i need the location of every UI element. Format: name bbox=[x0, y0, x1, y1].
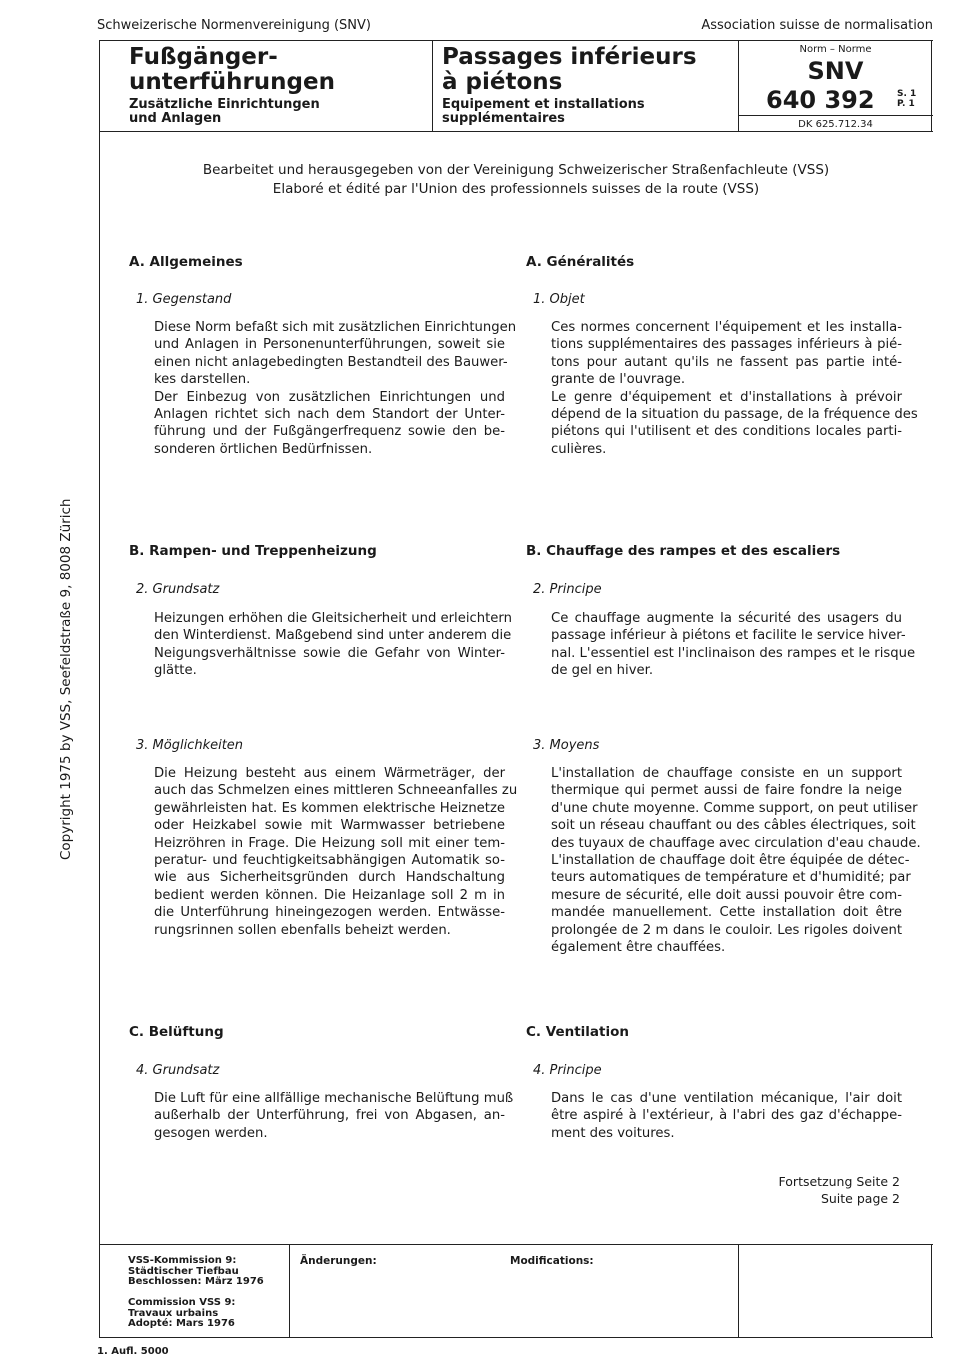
text-line: die Unterführung hineingezogen werden. Entwässe- bbox=[154, 905, 505, 921]
text-line: piétons qui l'utilisent et des conditions locales parti- bbox=[551, 424, 902, 440]
text-line: Diese Norm befaßt sich mit zusätzlichen Einrichtungen bbox=[154, 320, 517, 335]
vss-fr-line-3: Adopté: Mars 1976 bbox=[128, 1318, 235, 1329]
copyright-text: Copyright 1975 by VSS, Seefeldstraße 9, 8008 Zürich bbox=[58, 498, 74, 860]
norm-number: 640 392 bbox=[766, 86, 875, 114]
text-line: grante de l'ouvrage. bbox=[551, 372, 686, 388]
publisher-de: Bearbeitet und herausgegeben von der Vereinigung Schweizerischer Straßenfachleute (VSS) bbox=[202, 162, 830, 178]
org-name-de: Schweizerische Normenvereinigung (SNV) bbox=[97, 18, 371, 33]
title-de-line-2: unterführungen bbox=[129, 69, 335, 95]
subtitle-fr-line-2: supplémentaires bbox=[442, 111, 565, 126]
text-line: außerhalb der Unterführung, frei von Abgasen, an- bbox=[154, 1108, 505, 1124]
vss-commission-de bbox=[128, 1256, 264, 1288]
text-line: kes darstellen. bbox=[154, 372, 251, 388]
page-marker-s: S. 1 bbox=[897, 89, 917, 99]
subsection-3-de: 3. Möglichkeiten bbox=[136, 738, 244, 753]
dk-rule bbox=[738, 115, 933, 116]
frame-left-rule bbox=[99, 40, 100, 1337]
subtitle-fr-line-1: Equipement et installations bbox=[442, 97, 645, 112]
title-fr bbox=[442, 45, 697, 126]
vss-de-line-2: Städtischer Tiefbau bbox=[128, 1265, 239, 1277]
text-line: Die Heizung besteht aus einem Wärmeträger, der bbox=[154, 766, 505, 781]
text-line: einen nicht anlagebedingten Bestandteil des Bauwer- bbox=[154, 354, 508, 370]
snv-label: SNV bbox=[807, 57, 864, 85]
text-line: sonderen örtlichen Bedürfnissen. bbox=[154, 441, 373, 457]
text-line: Dans le cas d'une ventilation mécanique, l'air doit bbox=[551, 1091, 902, 1106]
section-b-de: B. Rampen- und Treppenheizung bbox=[129, 543, 377, 559]
text-line: également être chauffées. bbox=[551, 940, 726, 956]
text-line: thermique qui permet aussi de faire fondre la neige bbox=[551, 783, 902, 799]
subtitle-de-line-1: Zusätzliche Einrichtungen bbox=[129, 97, 320, 112]
changes-label-de: Änderungen: bbox=[300, 1255, 377, 1267]
header-bottom-rule bbox=[99, 131, 933, 132]
text-line: peratur- und feuchtigkeitsabhängigen Automatik so- bbox=[154, 853, 505, 869]
org-name-fr: Association suisse de normalisation bbox=[701, 18, 933, 33]
text-line: L'installation de chauffage consiste en un support bbox=[551, 766, 902, 781]
text-line: rungsrinnen sollen ebenfalls beheizt werden. bbox=[154, 922, 451, 938]
paragraph-3-fr bbox=[551, 765, 921, 956]
vss-de-line-3: Beschlossen: März 1976 bbox=[128, 1276, 264, 1287]
changes-label-fr: Modifications: bbox=[510, 1255, 594, 1267]
text-line: culières. bbox=[551, 441, 607, 457]
text-line: ment des voitures. bbox=[551, 1125, 675, 1141]
text-line: glätte. bbox=[154, 663, 197, 679]
text-line: nal. L'essentiel est l'inclinaison des rampes et le risque bbox=[551, 645, 916, 661]
subsection-2-fr: 2. Principe bbox=[533, 582, 602, 597]
text-line: Neigungsverhältnisse sowie die Gefahr von Winter- bbox=[154, 645, 505, 661]
text-line: wie aus Sicherheitsgründen durch Handschaltung bbox=[154, 870, 505, 886]
publisher-fr: Elaboré et édité par l'Union des professionnels suisses de la route (VSS) bbox=[272, 181, 760, 197]
paragraph-3-de bbox=[154, 765, 518, 939]
vss-fr-line-2: Travaux urbains bbox=[128, 1307, 219, 1319]
text-line: tons pour autant qu'ils ne fassent pas partie inté- bbox=[551, 354, 902, 370]
footer-top-rule bbox=[99, 1244, 933, 1245]
header-top-rule bbox=[99, 40, 933, 41]
text-line: d'une chute moyenne. Comme support, on peut utiliser bbox=[551, 800, 918, 816]
subsection-1-de: 1. Gegenstand bbox=[136, 292, 232, 307]
text-line: gewährleisten hat. Es kommen elektrische Heiznetze bbox=[154, 800, 505, 816]
subsection-3-fr: 3. Moyens bbox=[533, 738, 600, 753]
page-marker bbox=[897, 89, 916, 109]
vss-de-line-1: VSS-Kommission 9: bbox=[128, 1255, 237, 1266]
text-line: être aspiré à l'extérieur, à l'abri des gaz d'échappe- bbox=[551, 1108, 902, 1124]
continuation-note bbox=[779, 1173, 900, 1207]
subtitle-de-line-2: und Anlagen bbox=[129, 111, 222, 126]
title-fr-line-2: à piétons bbox=[442, 69, 563, 95]
norm-label: Norm – Norme bbox=[799, 44, 872, 55]
continuation-de: Fortsetzung Seite 2 bbox=[778, 1174, 900, 1189]
section-a-fr: A. Généralités bbox=[526, 254, 635, 270]
paragraph-1-fr bbox=[551, 319, 918, 458]
section-a-de: A. Allgemeines bbox=[129, 254, 243, 270]
text-line: oder Heizkabel sowie mit Warmwasser betriebene bbox=[154, 818, 505, 834]
text-line: dépend de la situation du passage, de la fréquence des bbox=[551, 407, 918, 423]
footer-divider-2 bbox=[738, 1244, 739, 1337]
section-b-fr: B. Chauffage des rampes et des escaliers bbox=[526, 543, 841, 559]
text-line: L'installation de chauffage doit être équipée de détec- bbox=[551, 853, 910, 869]
subsection-1-fr: 1. Objet bbox=[533, 292, 585, 307]
text-line: bedient werden können. Die Heizanlage soll 2 m in bbox=[154, 887, 505, 903]
dk-number: DK 625.712.34 bbox=[798, 119, 873, 130]
paragraph-4-fr bbox=[551, 1090, 902, 1142]
title-fr-line-1: Passages inférieurs bbox=[442, 44, 697, 70]
frame-bottom-rule bbox=[99, 1337, 933, 1338]
text-line: teurs automatiques de température et d'humidité; par bbox=[551, 870, 911, 886]
text-line: Anlagen richtet sich nach dem Standort der Unter- bbox=[154, 407, 505, 423]
vss-commission-fr bbox=[128, 1298, 235, 1330]
subsection-4-de: 4. Grundsatz bbox=[136, 1063, 220, 1078]
text-line: den Winterdienst. Maßgebend sind unter anderem die bbox=[154, 628, 512, 644]
vss-fr-line-1: Commission VSS 9: bbox=[128, 1297, 236, 1308]
text-line: de gel en hiver. bbox=[551, 663, 654, 679]
header-divider-1 bbox=[432, 40, 433, 131]
paragraph-2-de bbox=[154, 610, 512, 680]
text-line: passage inférieur à piétons et facilite le service hiver- bbox=[551, 628, 906, 644]
frame-right-rule bbox=[931, 1244, 932, 1337]
text-line: Le genre d'équipement et d'installations à prévoir bbox=[551, 389, 902, 405]
text-line: mesure de sécurité, elle doit aussi pouvoir être com- bbox=[551, 887, 902, 903]
title-de bbox=[129, 45, 335, 126]
paragraph-2-fr bbox=[551, 610, 916, 680]
copyright-notice bbox=[58, 498, 80, 860]
text-line: Ces normes concernent l'équipement et les installa- bbox=[551, 320, 902, 335]
subsection-2-de: 2. Grundsatz bbox=[136, 582, 220, 597]
text-line: führung und der Fußgängerfrequenz sowie den be- bbox=[154, 424, 505, 440]
continuation-fr: Suite page 2 bbox=[820, 1191, 900, 1206]
subsection-4-fr: 4. Principe bbox=[533, 1063, 602, 1078]
text-line: und Anlagen in Personenunterführungen, soweit sie bbox=[154, 337, 505, 353]
text-line: Heizröhren in Frage. Die Heizung soll mit einer tem- bbox=[154, 835, 505, 851]
paragraph-1-de bbox=[154, 319, 517, 458]
section-c-fr: C. Ventilation bbox=[526, 1024, 629, 1040]
text-line: auch das Schmelzen eines mittleren Schneeanfalles zu bbox=[154, 783, 518, 799]
footer-divider-1 bbox=[289, 1244, 290, 1337]
title-de-line-1: Fußgänger- bbox=[129, 44, 278, 70]
text-line: tions supplémentaires des passages inférieurs à pié- bbox=[551, 337, 902, 353]
text-line: gesogen werden. bbox=[154, 1125, 268, 1141]
text-line: Der Einbezug von zusätzlichen Einrichtungen und bbox=[154, 389, 505, 405]
text-line: Ce chauffage augmente la sécurité des usagers du bbox=[551, 611, 902, 626]
text-line: Die Luft für eine allfällige mechanische Belüftung muß bbox=[154, 1091, 514, 1106]
publisher-note bbox=[99, 161, 933, 199]
paragraph-4-de bbox=[154, 1090, 514, 1142]
section-c-de: C. Belüftung bbox=[129, 1024, 224, 1040]
text-line: des tuyaux de chauffage avec circulation d'eau chaude. bbox=[551, 835, 921, 851]
page-marker-p: P. 1 bbox=[897, 99, 915, 109]
text-line: mandée manuellement. Cette installation doit être bbox=[551, 905, 902, 921]
text-line: Heizungen erhöhen die Gleitsicherheit und erleichtern bbox=[154, 611, 512, 626]
text-line: prolongée de 2 m dans le couloir. Les rigoles doivent bbox=[551, 922, 902, 938]
text-line: soit un réseau chauffant ou des câbles électriques, soit bbox=[551, 818, 916, 834]
edition-note: 1. Aufl. 5000 bbox=[97, 1346, 169, 1357]
